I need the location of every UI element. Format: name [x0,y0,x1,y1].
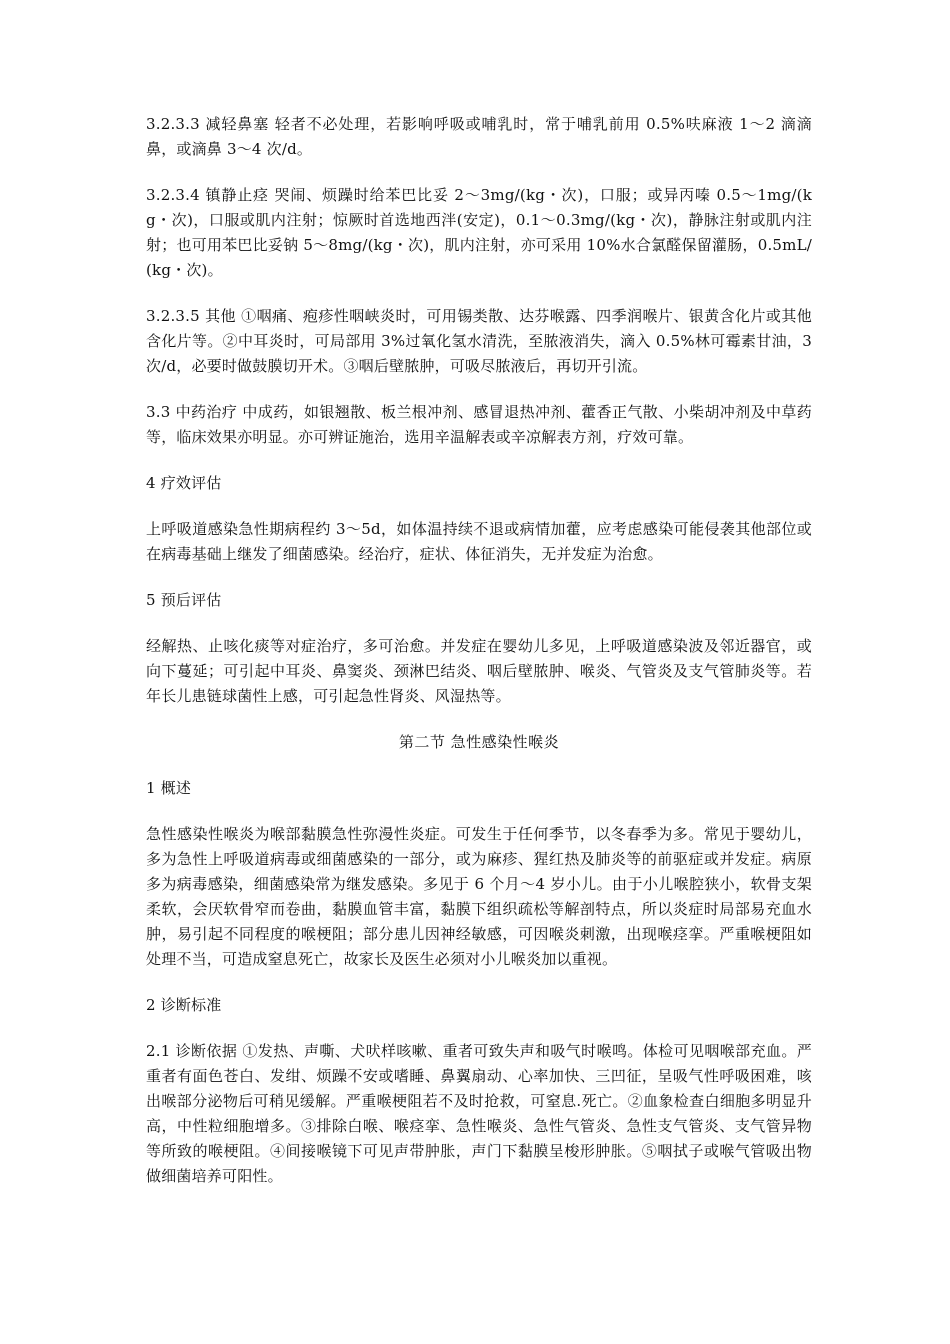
heading-diagnostic-criteria: 2 诊断标准 [146,996,222,1014]
heading-prognosis-evaluation: 5 预后评估 [146,591,222,609]
paragraph-overview: 急性感染性喉炎为喉部黏膜急性弥漫性炎症。可发生于任何季节，以冬春季为多。常见于婴幼儿，多为急性上呼吸道病毒或细菌感染的一部分，或为麻疹、猩红热及肺炎等的前驱症或并发症。病原多为病毒感染，细菌感染常为继发感染。多见于 6 个月～4 岁小儿。由于小儿喉腔狭小，软骨支架柔软，会厌软骨窄而卷曲，黏膜血管丰富，黏膜下组织疏松等解剖特点，所以炎症时局部易充血水肿，易引起不同程度的喉梗阻；部分患儿因神经敏感，可因喉炎刺激，出现喉痉挛。严重喉梗阻如处理不当，可造成窒息死亡，故家长及医生必须对小儿喉炎加以重视。 [146,825,812,968]
paragraph-3-3: 3.3 中药治疗 中成药，如银翘散、板兰根冲剂、感冒退热冲剂、藿香正气散、小柴胡冲剂及中草药等，临床效果亦明显。亦可辨证施治，选用辛温解表或辛凉解表方剂，疗效可靠。 [146,403,812,446]
paragraph-3-2-3-4: 3.2.3.4 镇静止痉 哭闹、烦躁时给苯巴比妥 2～3mg/(kg・次)，口服；或异丙嗪 0.5～1mg/(kg・次)，口服或肌内注射；惊厥时首选地西泮(安定)，0.1～0.3mg/(kg・次)，静脉注射或肌内注射；也可用苯巴比妥钠 5～8mg/(kg・次)，肌内注射，亦可采用 10%水合氯醛保留灌肠，0.5mL/(kg・次)。 [146,186,812,279]
heading-efficacy-evaluation: 4 疗效评估 [146,474,222,492]
paragraph-efficacy: 上呼吸道感染急性期病程约 3～5d，如体温持续不退或病情加藿，应考虑感染可能侵袭其他部位或在病毒基础上继发了细菌感染。经治疗，症状、体征消失，无并发症为治愈。 [146,520,812,563]
paragraph-3-2-3-3: 3.2.3.3 减轻鼻塞 轻者不必处理，若影响呼吸或哺乳时，常于哺乳前用 0.5%呋麻液 1～2 滴滴鼻，或滴鼻 3～4 次/d。 [146,115,812,158]
paragraph-3-2-3-5: 3.2.3.5 其他 ①咽痛、疱疹性咽峡炎时，可用锡类散、达芬喉露、四季润喉片、银黄含化片或其他含化片等。②中耳炎时，可局部用 3%过氧化氢水清洗，至脓液消失，滴入 0.5%林可霉素甘油，3 次/d，必要时做鼓膜切开术。③咽后壁脓肿，可吸尽脓液后，再切开引流。 [146,307,812,375]
heading-overview: 1 概述 [146,779,192,797]
section-title: 第二节 急性感染性喉炎 [398,733,560,751]
document-page [146,112,812,1210]
paragraph-prognosis: 经解热、止咳化痰等对症治疗，多可治愈。并发症在婴幼儿多见，上呼吸道感染波及邻近器官，或向下蔓延；可引起中耳炎、鼻窦炎、颈淋巴结炎、咽后壁脓肿、喉炎、气管炎及支气管肺炎等。若年长儿患链球菌性上感，可引起急性肾炎、风湿热等。 [146,637,812,705]
paragraph-diagnostic-basis: 2.1 诊断依据 ①发热、声嘶、犬吠样咳嗽、重者可致失声和吸气时喉鸣。体检可见咽喉部充血。严重者有面色苍白、发绀、烦躁不安或嗜睡、鼻翼扇动、心率加快、三凹征，呈吸气性呼吸困难，咳出喉部分泌物后可稍见缓解。严重喉梗阻若不及时抢救，可窒息.死亡。②血象检查白细胞多明显升高，中性粒细胞增多。③排除白喉、喉痉挛、急性喉炎、急性气管炎、急性支气管炎、支气管异物等所致的喉梗阻。④间接喉镜下可见声带肿胀，声门下黏膜呈梭形肿胀。⑤咽拭子或喉气管吸出物做细菌培养可阳性。 [146,1042,812,1185]
